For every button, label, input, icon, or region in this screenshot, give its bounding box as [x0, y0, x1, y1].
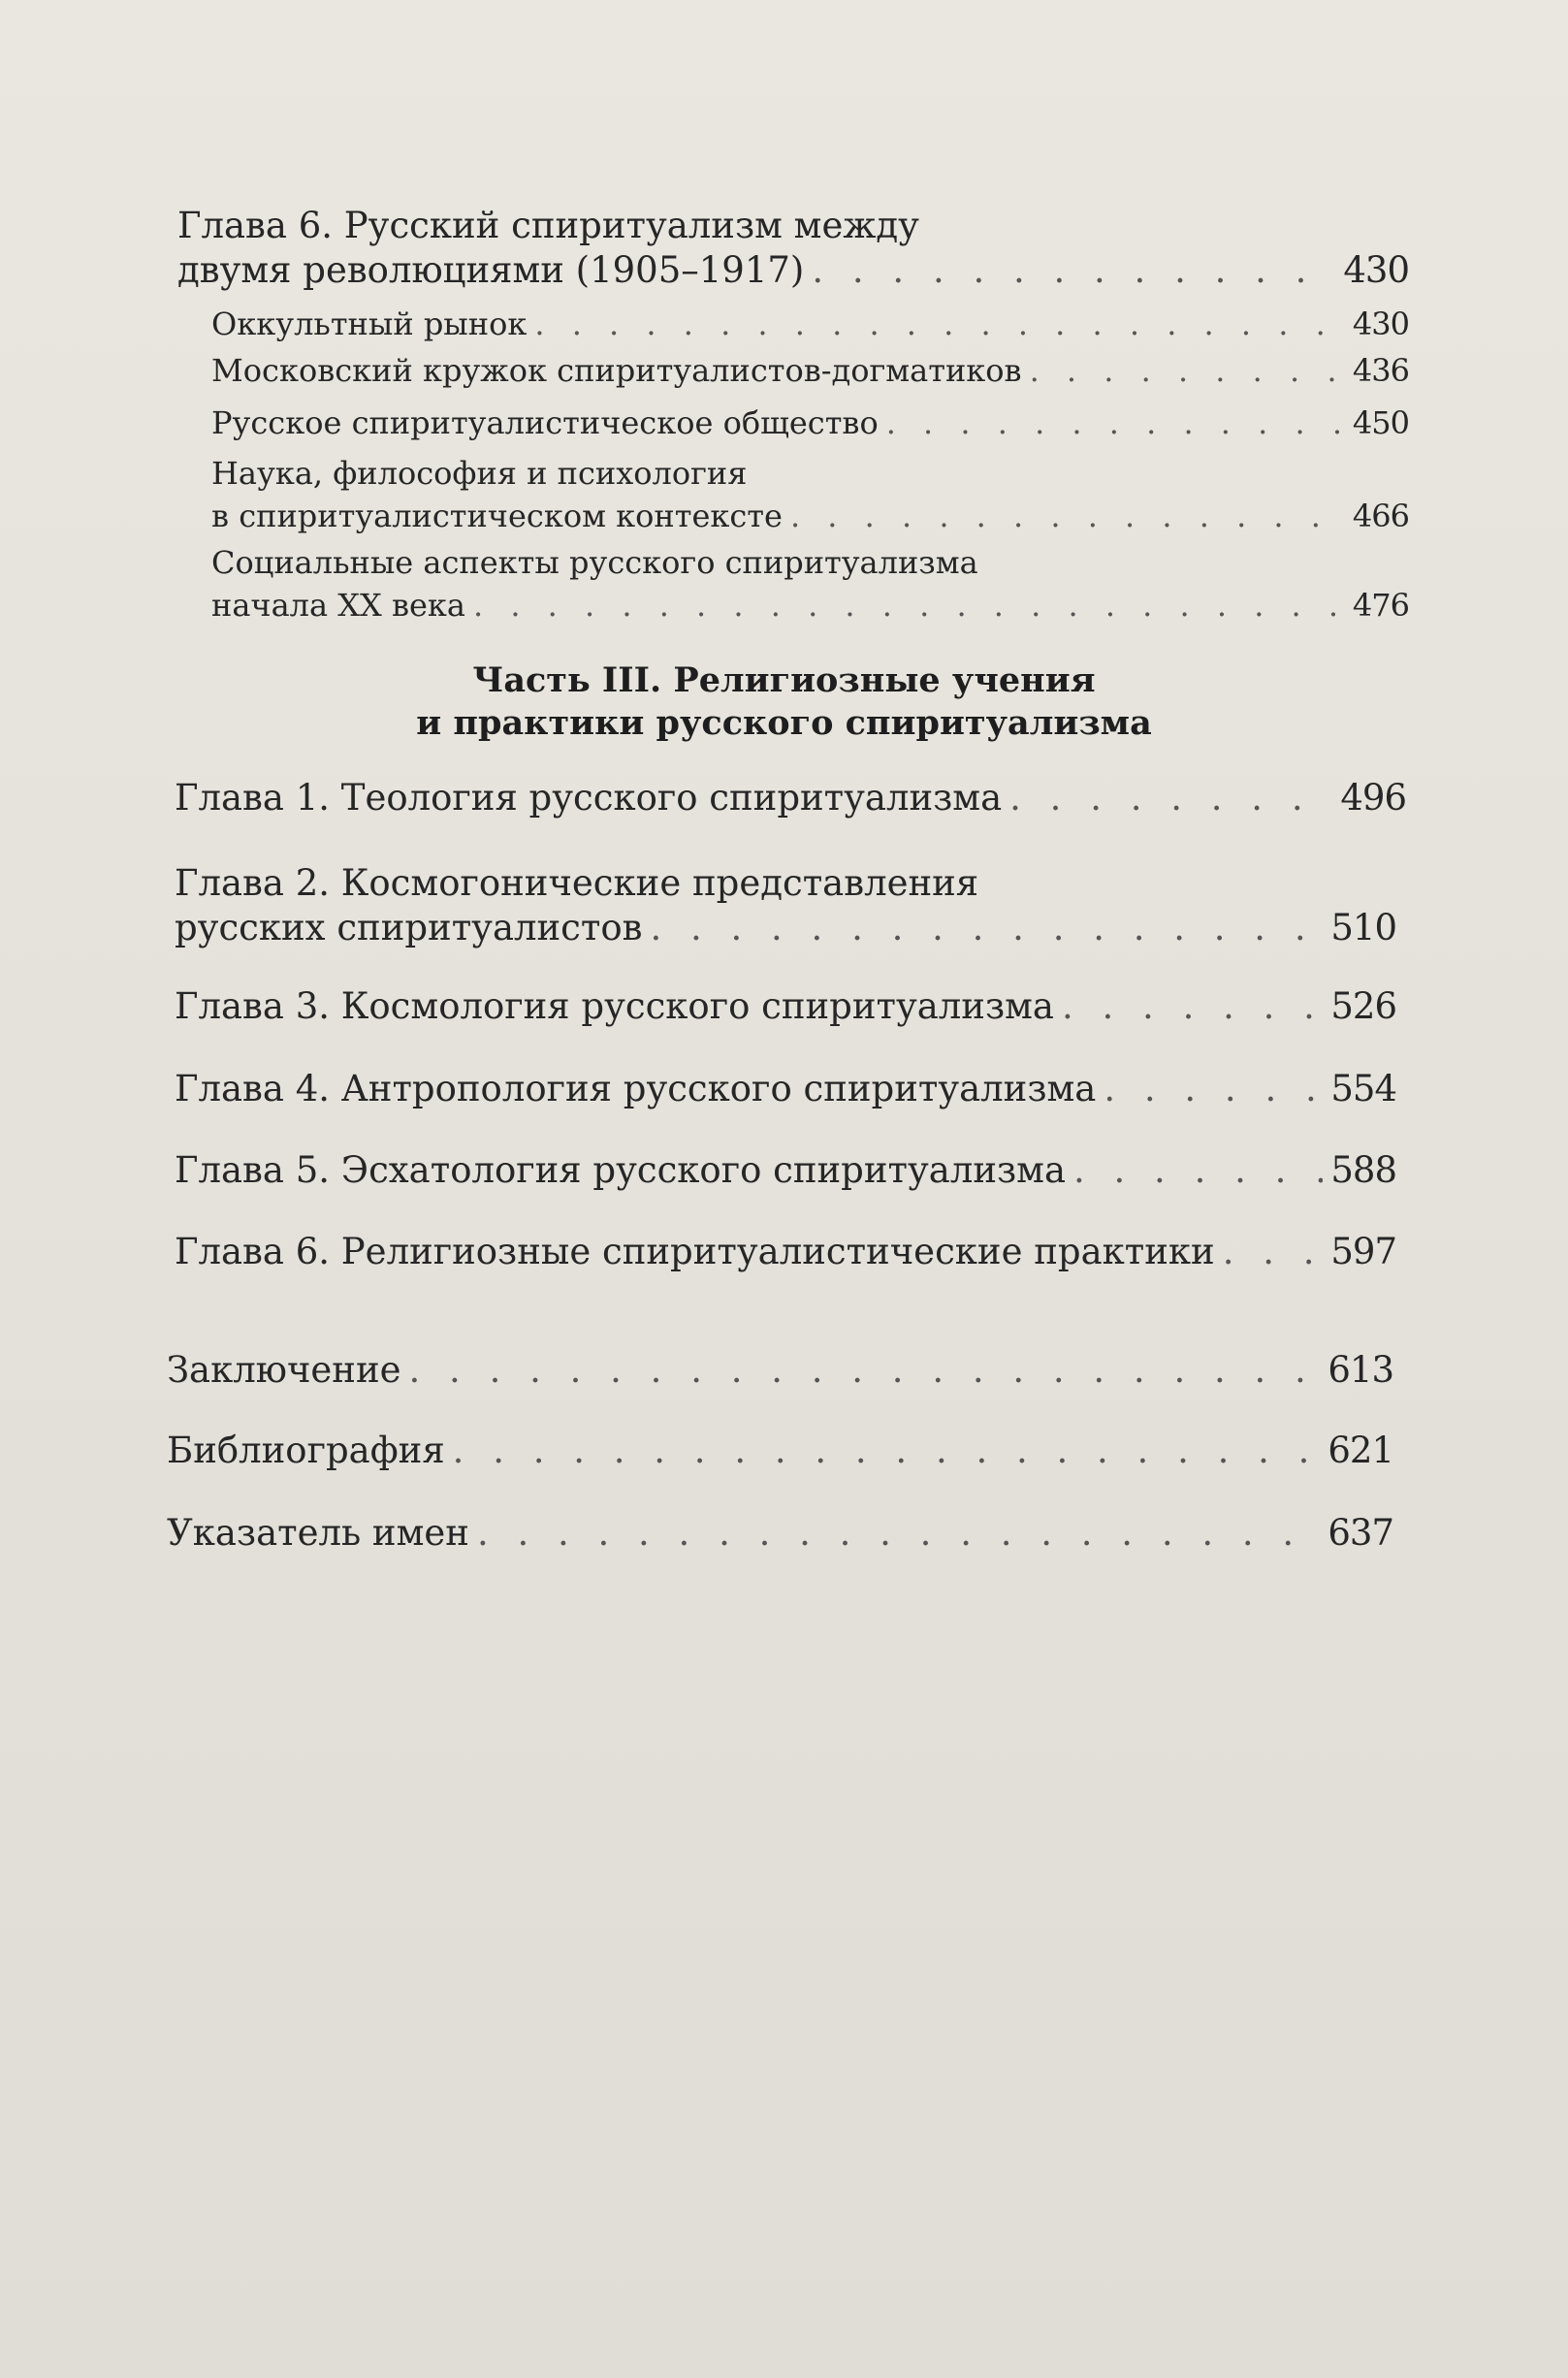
page-number: 436	[1352, 352, 1409, 389]
toc-entry-chapter[interactable]	[175, 1067, 1396, 1111]
dot-leader	[1030, 349, 1345, 392]
toc-entry-chapter[interactable]	[175, 1148, 1396, 1193]
page-number: 554	[1330, 1068, 1396, 1109]
toc-entry-chapter[interactable]	[175, 984, 1396, 1029]
entry-title-line1: Социальные аспекты русского спиритуализма	[211, 544, 978, 581]
dot-leader	[409, 1348, 1321, 1393]
page-number: 466	[1352, 498, 1409, 534]
page-number: 588	[1330, 1149, 1396, 1191]
entry-title: Русское спиритуалистическое общество	[211, 404, 879, 441]
entry-title-line2: в спиритуалистическом контексте	[211, 498, 783, 534]
dot-leader	[477, 1511, 1320, 1556]
toc-entry-section[interactable]	[211, 452, 1409, 537]
dot-leader	[453, 1429, 1321, 1473]
entry-title: Оккультный рынок	[211, 305, 528, 342]
toc-entry-chapter[interactable]	[175, 861, 1396, 950]
entry-title-line2: начала XX века	[211, 587, 465, 624]
entry-title: Указатель имен	[167, 1512, 469, 1554]
dot-leader	[1073, 1148, 1323, 1193]
page-number: 450	[1352, 404, 1409, 441]
dot-leader	[790, 495, 1345, 537]
dot-leader	[534, 303, 1345, 345]
entry-title-line2: русских спиритуалистов	[175, 907, 643, 948]
toc-entry-chapter[interactable]	[175, 776, 1406, 820]
toc-entry-section[interactable]	[211, 541, 1409, 627]
part-heading-line1: Часть III. Религиозные учения	[472, 660, 1096, 700]
page-number: 496	[1340, 777, 1406, 819]
entry-title-line1: Наука, философия и психология	[211, 455, 748, 492]
toc-entry-section[interactable]	[211, 349, 1409, 392]
dot-leader	[473, 584, 1345, 627]
dot-leader	[886, 402, 1345, 444]
entry-title: Глава 6. Религиозные спиритуалистические практики	[175, 1231, 1215, 1272]
part-heading-line2: и практики русского спиритуализма	[416, 703, 1152, 743]
dot-leader	[1062, 984, 1323, 1029]
toc-entry-name-index[interactable]	[167, 1511, 1393, 1556]
entry-title: Глава 1. Теология русского спиритуализма	[175, 777, 1003, 819]
entry-title: Глава 3. Космология русского спиритуализма	[175, 985, 1054, 1027]
dot-leader	[812, 248, 1335, 293]
entry-title: Заключение	[167, 1349, 401, 1391]
page-number: 526	[1330, 985, 1396, 1027]
toc-entry-chapter[interactable]	[175, 1230, 1396, 1274]
page-number: 476	[1352, 587, 1409, 624]
dot-leader	[1223, 1230, 1324, 1274]
entry-title-line1: Глава 2. Космогонические представления	[175, 862, 979, 904]
toc-entry-conclusion[interactable]	[167, 1348, 1393, 1393]
page-number: 621	[1328, 1430, 1393, 1471]
toc-entry-bibliography[interactable]	[167, 1429, 1393, 1473]
entry-title-line1: Глава 6. Русский спиритуализм между	[177, 205, 919, 246]
toc-entry-section[interactable]	[211, 303, 1409, 345]
page-number: 597	[1330, 1231, 1396, 1272]
entry-title: Московский кружок спиритуалистов-догматиков	[211, 352, 1022, 389]
entry-title: Глава 5. Эсхатология русского спиритуализма	[175, 1149, 1067, 1191]
page-number: 430	[1343, 249, 1409, 291]
page-number: 510	[1330, 907, 1396, 948]
page-number: 637	[1328, 1512, 1393, 1554]
page-number: 613	[1328, 1349, 1393, 1391]
page-number: 430	[1352, 305, 1409, 342]
toc-entry-part2-chapter6[interactable]	[177, 204, 1409, 293]
entry-title: Глава 4. Антропология русского спиритуализма	[175, 1068, 1097, 1109]
dot-leader	[1009, 776, 1332, 820]
part-heading	[0, 659, 1568, 745]
entry-title: Библиография	[167, 1430, 445, 1471]
toc-entry-section[interactable]	[211, 402, 1409, 444]
dot-leader	[1104, 1067, 1323, 1111]
dot-leader	[650, 906, 1323, 950]
entry-title-line2: двумя революциями (1905–1917)	[177, 249, 805, 291]
